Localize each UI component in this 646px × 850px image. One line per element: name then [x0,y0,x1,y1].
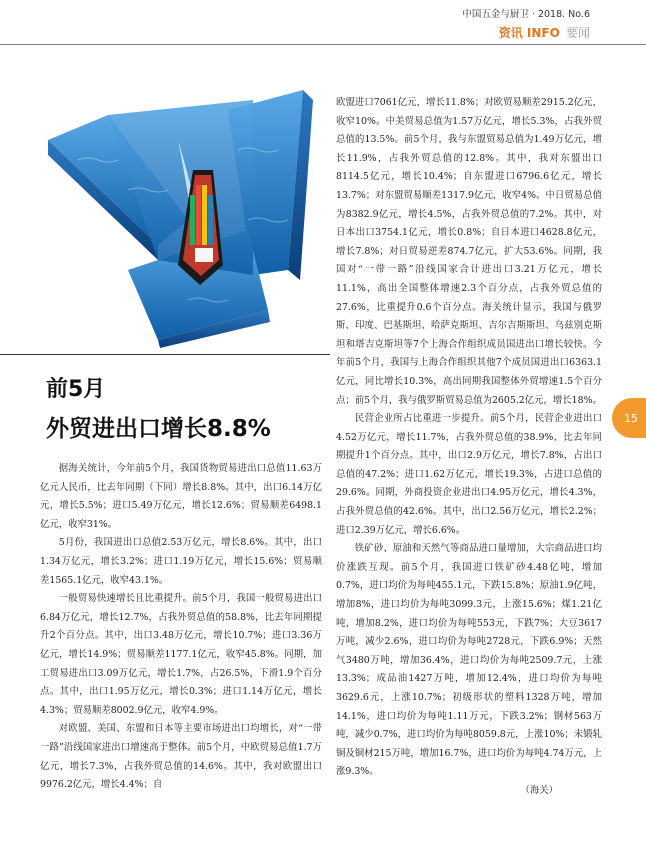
paragraph: 对欧盟、美国、东盟和日本等主要市场进出口均增长，对“一带一路”沿线国家进出口增速高于整体。前5个月，中欧贸易总值1.7万亿元，增长7.3%，占我外贸总值的14.6%。其中，我对欧盟出口9976.2亿元，增长4.4%；自 [40,723,322,791]
paragraph-continued: 欧盟进口7061亿元，增长11.8%；对欧贸易顺差2915.2亿元，收窄10%。中美贸易总值为1.57万亿元，增长5.3%，占我外贸总值的13.5%。前5个月，我与东盟贸易总值为1.49万亿元，增长11.9%，占我外贸总值的12.8%。其中，我对东盟出口8114.5亿元，增长10.4%；自东盟进口6796.6亿元，增长13.7%；对东盟贸易顺差1317.9亿元，收窄4%。中日贸易总值为8382.9亿元，增长4.5%，占我外贸总值的7.2%。其中，对日本出口3754.1亿元，增长0.8%；自日本进口4628.8亿元，增长7.8%；对日贸易逆差874.7亿元，扩大53.6%。同期，我国对“一带一路”沿线国家合计进出口3.21万亿元，增长11.1%，高出全国整体增速2.3个百分点，占我外贸总值的27.6%，比重提升0.6个百分点。海关统计显示，我国与俄罗斯、印度、巴基斯坦、哈萨克斯坦、吉尔吉斯斯坦、乌兹别克斯坦和塔吉克斯坦等7个上海合作组织成员国进出口增长较快。今年前5个月，我国与上海合作组织其他7个成员国进出口6363.1亿元，同比增长10.3%，高出同期我国整体外贸增速1.5个百分点；前5个月，我与俄罗斯贸易总值为2605.2亿元，增长18%。 [336,97,602,406]
article-title-line2: 外贸进出口增长8.8% [46,416,271,442]
title-divider [0,354,330,355]
journal-header: 中国五金与厨卫 · 2018. No.6 [462,9,590,20]
header-rule [0,44,646,45]
article-source: （海关） [520,784,558,796]
left-column [40,460,322,795]
paragraph: 一般贸易快速增长且比重提升。前5个月，我国一般贸易进出口6.84万亿元，增长12.7%，占我外贸总值的58.8%，比去年同期提升2个百分点。其中，出口3.48万亿元，增长10.7%；进口3.36万亿元，增长14.9%；贸易顺差1177.1亿元，收窄45.8%。同期，加工贸易进出口3.09万亿元，增长1.7%，占26.5%，下滑1.9个百分点。其中，出口1.95万亿元，增长0.3%；进口1.14万亿元，增长4.3%；贸易顺差8002.9亿元，收窄4.9%。 [40,593,322,716]
right-column [336,94,602,801]
paragraph: 铁矿砂、原油和天然气等商品进口量增加，大宗商品进口均价涨跌互现。前5个月，我国进口铁矿砂4.48亿吨，增加0.7%，进口均价为每吨455.1元，下跌15.8%；原油1.9亿吨，增加8%，进口均价为每吨3099.3元，上涨15.6%；煤1.21亿吨，增加8.2%，进口均价为每吨553元，下跌7%；大豆3617万吨，减少2.6%，进口均价为每吨2728元，下跌6.9%；天然气3480万吨，增加36.4%，进口均价为每吨2509.7元，上涨13.3%；成品油1427万吨，增加12.4%，进口均价为每吨3629.6元，上涨10.7%；初级形状的塑料1328万吨，增加14.1%，进口均价为每吨1.11万元，下跌3.2%；钢材563万吨，减少0.7%，进口均价为每吨8059.8元，上涨10%；未锻轧铜及铜材215万吨，增加16.7%，进口均价为每吨4.74万元，上涨9.3%。 [336,543,602,778]
paragraph: 民营企业所占比重进一步提升。前5个月，民营企业进出口4.52万亿元，增长11.7%，占我外贸总值的38.9%，比去年同期提升1个百分点。其中，出口2.9万亿元，增长7.8%，占出口总值的47.2%；进口1.62万亿元，增长19.3%，占进口总值的29.6%。同期，外商投资企业进出口4.95万亿元，增长4.3%，占我外贸总值的42.6%。其中，出口2.56万亿元，增长2.2%；进口2.39万亿元，增长6.6%。 [336,413,602,536]
paragraph: 5月份，我国进出口总值2.53万亿元，增长8.6%。其中，出口1.34万亿元，增长3.2%；进口1.19万亿元，增长15.6%；贸易顺差1565.1亿元，收窄43.1%。 [40,537,322,586]
article-title-line1: 前5月 [46,377,106,402]
paragraph: 据海关统计，今年前5个月，我国货物贸易进出口总值11.63万亿元人民币，比去年同期（下同）增长8.8%。其中，出口6.14万亿元，增长5.5%；进口5.49万亿元，增长12.6%；贸易顺差6498.1亿元，收窄31%。 [40,463,322,530]
section-main: 资讯 INFO [498,26,560,40]
page-number-tab: 15 [612,398,646,438]
ship-illustration [38,70,320,348]
section-label [499,24,590,41]
section-sub: 要闻 [565,26,590,40]
